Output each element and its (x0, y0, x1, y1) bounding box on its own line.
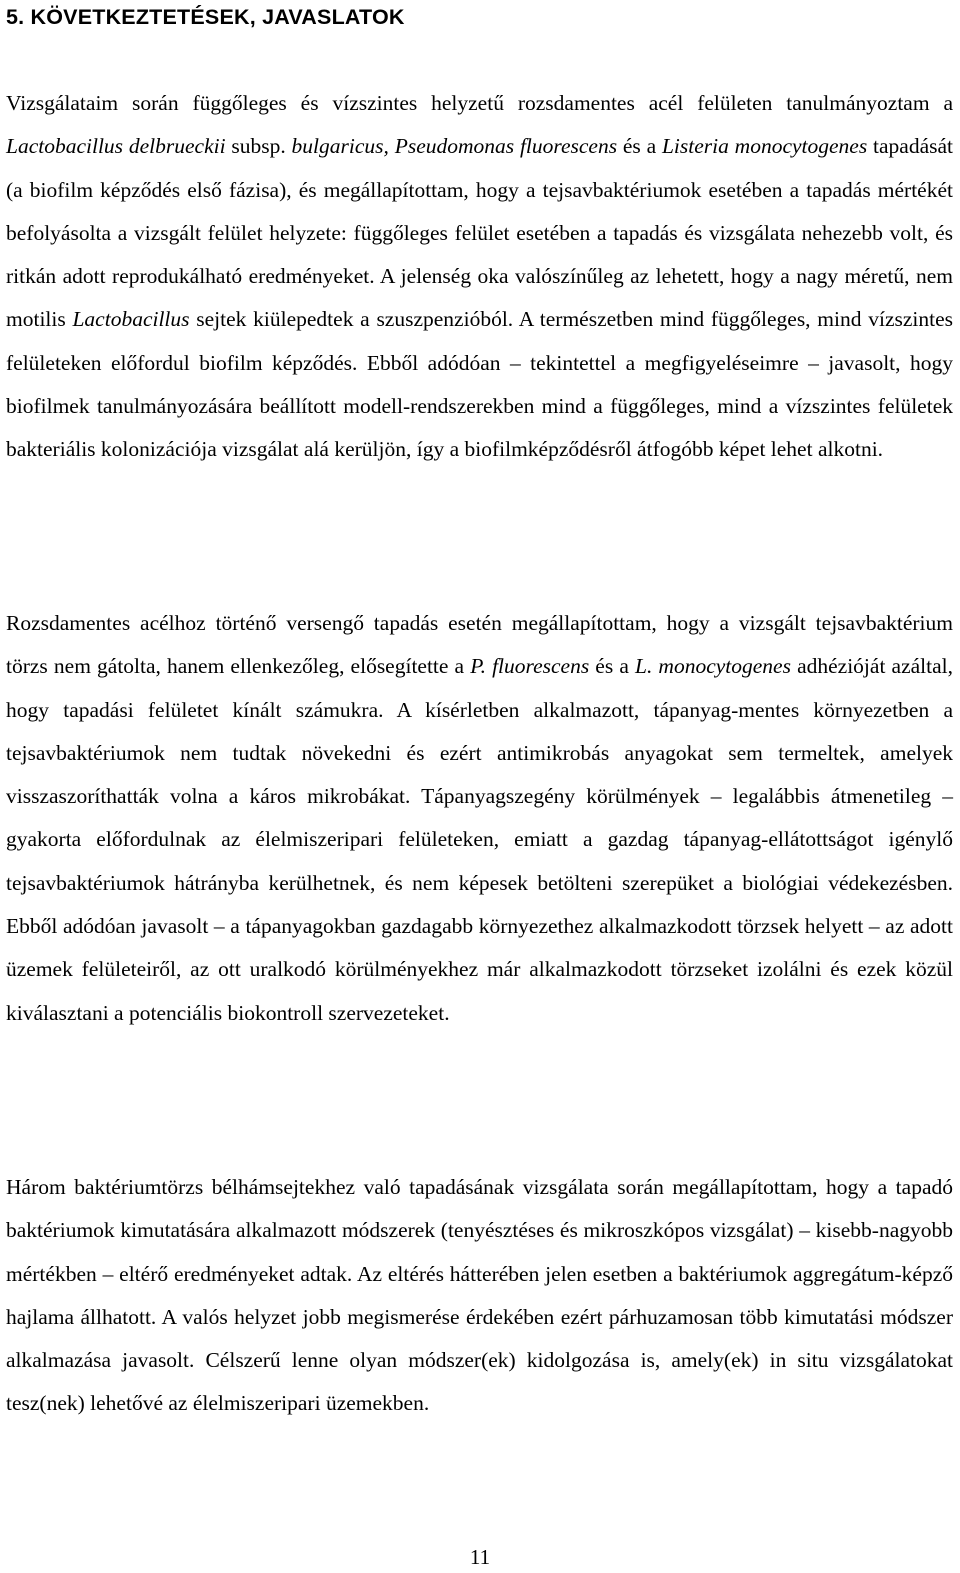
paragraph-text: adhézióját azáltal, hogy tapadási felületet kínált számukra. A kísérletben alkalmazott, tápanyag-mentes környezetben a tejsavbaktériumok nem tudtak növekedni és ezért antimikrobás anyagokat sem termeltek, amelyek visszaszoríthatták volna a káros mikrobákat. Tápanyagszegény körülmények – legalábbis átmenetileg – gyakorta előfordulnak az élelmiszeripari felületeken, emiatt a gazdag tápanyag-ellátottságot igénylő tejsavbaktériumok hátrányba kerülhetnek, és nem képesek betölteni szerepüket a biológiai védekezésben. Ebből adódóan javasolt – a tápanyagokban gazdagabb környezethez alkalmazkodott törzsek helyett – az adott üzemek felületeiről, az ott uralkodó körülményekhez már alkalmazkodott törzseket izolálni és ezek közül kiválasztani a potenciális biokontroll szervezeteket. (6, 654, 953, 1025)
species-name: P. fluorescens (470, 654, 590, 679)
paragraph-text: és a (617, 134, 662, 159)
page-number: 11 (469, 1545, 491, 1569)
paragraph-text: Három baktériumtörzs bélhámsejtekhez való tapadásának vizsgálata során megállapítottam, hogy a tapadó baktériumok kimutatására alkalmazott módszerek (tenyésztéses és mikroszkópos vizsgálat) – kisebb-nagyobb mértékben – eltérő eredményeket adtak. Az eltérés hátterében jelen esetben a baktériumok aggregátum-képző hajlama állhatott. A valós helyzet jobb megismerése érdekében ezért párhuzamosan több kimutatási módszer alkalmazása javasolt. Célszerű lenne olyan módszer(ek) kidolgozása is, amely(ek) in situ vizsgálatokat tesz(nek) lehetővé az élelmiszeripari üzemekben. (6, 1175, 953, 1416)
paragraph-text: Rozsdamentes acélhoz történő versengő tapadás esetén megállapítottam, hogy a vizsgált tejsavbaktérium törzs nem gátolta, hanem ellenkezőleg, elősegítette a (6, 611, 953, 679)
paragraph-text: és a (589, 654, 635, 679)
section-heading: 5. KÖVETKEZTETÉSEK, JAVASLATOK (6, 5, 405, 29)
paragraph-3 (6, 1166, 953, 1426)
paragraph-2 (6, 602, 953, 1035)
species-name: Listeria monocytogenes (661, 134, 868, 159)
paragraph-text: subsp. (225, 134, 292, 159)
species-name: Lactobacillus (72, 307, 190, 332)
species-name: Lactobacillus delbrueckii (6, 134, 226, 159)
species-name: L. monocytogenes (634, 654, 791, 679)
paragraph-1 (6, 82, 953, 472)
paragraph-text: tapadását (a biofilm képződés első fázisa), és megállapítottam, hogy a tejsavbaktériumok esetében a tapadás mértékét befolyásolta a vizsgált felület helyzete: függőleges felület esetében a tapadás és vizsgálata nehezebb volt, és ritkán adott reprodukálható eredményeket. A jelenség oka valószínűleg az lehetett, hogy a nagy méretű, nem motilis (6, 134, 953, 332)
paragraph-text: sejtek kiülepedtek a szuszpenzióból. A természetben mind függőleges, mind vízszintes felületeken előfordul biofilm képződés. Ebből adódóan – tekintettel a megfigyeléseimre – javasolt, hogy biofilmek tanulmányozására beállított modell-rendszerekben mind a függőleges, mind a vízszintes felületek bakteriális kolonizációja vizsgálat alá kerüljön, így a biofilmképződésről átfogóbb képet lehet alkotni. (6, 307, 953, 462)
paragraph-text: Vizsgálataim során függőleges és vízszintes helyzetű rozsdamentes acél felületen tanulmányoztam a (6, 91, 953, 115)
species-name: bulgaricus, Pseudomonas fluorescens (291, 134, 618, 159)
